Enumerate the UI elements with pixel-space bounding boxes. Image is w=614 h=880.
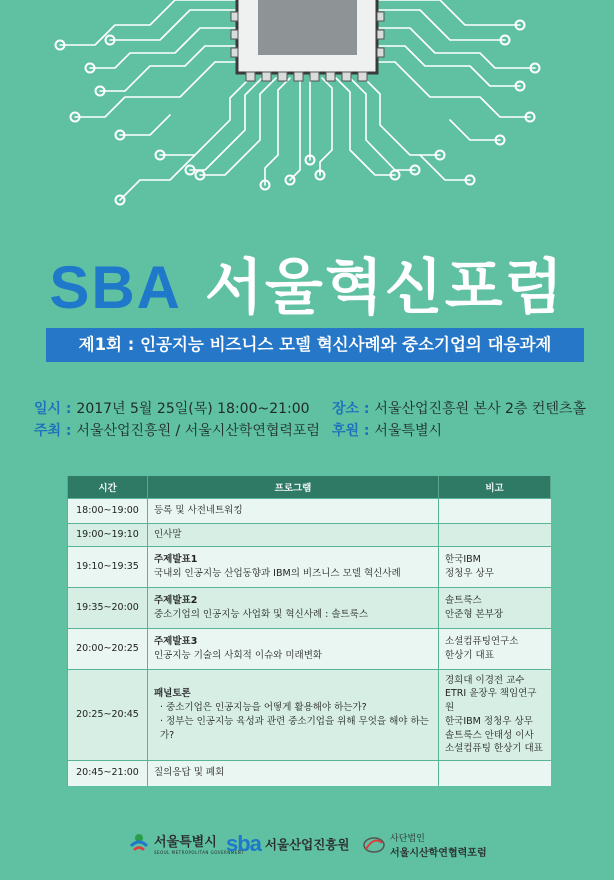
header-time: 시간 xyxy=(68,476,148,498)
subtitle-banner: 제1회 : 인공지능 비즈니스 모델 혁신사례와 중소기업의 대응과제 xyxy=(46,328,584,362)
chip-pin xyxy=(294,72,303,81)
seoul-logo-text: 서울특별시 xyxy=(154,835,217,850)
date-value: 2017년 5월 25일(목) 18:00~21:00 xyxy=(76,401,310,417)
row-time: 20:25~20:45 xyxy=(68,669,148,761)
circuit-chip-illustration xyxy=(0,0,614,250)
session-desc: 중소기업의 인공지능 사업화 및 혁신사례 : 솔트룩스 xyxy=(154,608,369,620)
venue-value: 서울산업진흥원 본사 2층 컨텐츠홀 xyxy=(374,401,587,417)
row-program: 인사말 xyxy=(148,523,439,546)
session-desc: 인공지능 기술의 사회적 이슈와 미래변화 xyxy=(154,649,323,661)
schedule-table xyxy=(67,476,551,786)
chip-pin xyxy=(377,30,384,39)
row-note xyxy=(439,523,551,546)
note-line: 소셜컴퓨팅 한상기 대표 xyxy=(445,743,543,755)
circuit-trace xyxy=(377,28,535,68)
page-title xyxy=(0,240,614,326)
host-value: 서울산업진흥원 / 서울시산학연협력포럼 xyxy=(76,423,320,439)
table-row xyxy=(68,669,551,761)
circuit-trace xyxy=(160,78,250,155)
circuit-trace xyxy=(450,120,500,140)
chip-pin xyxy=(231,12,238,21)
table-row xyxy=(68,498,551,523)
sponsor-label: 후원 xyxy=(332,423,360,439)
table-row xyxy=(68,523,551,546)
row-program: 질의응답 및 폐회 xyxy=(148,761,439,786)
circuit-trace xyxy=(120,115,170,135)
chip-pin xyxy=(377,12,384,21)
circuit-trace xyxy=(420,155,470,180)
forum-emblem-icon xyxy=(362,834,386,856)
host-info: 주최 : 서울산업진흥원 / 서울시산학연협력포럼 xyxy=(34,423,320,439)
row-program xyxy=(148,628,439,669)
row-program: 등록 및 사전네트워킹 xyxy=(148,498,439,523)
chip-pin xyxy=(246,72,255,81)
session-title: 주제발표1 xyxy=(154,553,198,565)
note-line: 안준형 본부장 xyxy=(445,608,504,620)
note-line: 한상기 대표 xyxy=(445,649,494,661)
chip-pin xyxy=(262,72,271,81)
table-row xyxy=(68,761,551,786)
row-time: 18:00~19:00 xyxy=(68,498,148,523)
chip-pin xyxy=(326,72,335,81)
seoul-logo-sub: SEOUL METROPOLITAN GOVERNMENT xyxy=(154,850,245,855)
chip-pin xyxy=(358,72,367,81)
table-row xyxy=(68,546,551,587)
session-title: 패널토론 xyxy=(154,688,191,700)
forum-logo xyxy=(362,831,487,859)
row-time: 19:00~19:10 xyxy=(68,523,148,546)
note-line: 솔트룩스 안태성 이사 xyxy=(445,729,534,741)
panel-question: · 정부는 인공지능 육성과 관련 중소기업을 위해 무엇을 해야 하는가? xyxy=(160,715,429,741)
circuit-trace xyxy=(377,0,520,25)
sponsor-info: 후원 : 서울특별시 xyxy=(332,423,443,439)
row-note xyxy=(439,498,551,523)
table-header-row xyxy=(68,476,551,498)
row-program xyxy=(148,587,439,628)
sba-logo xyxy=(226,831,349,857)
row-note xyxy=(439,546,551,587)
session-desc: 국내외 인공지능 산업동향과 IBM의 비즈니스 모델 혁신사례 xyxy=(154,567,401,579)
chip-pin xyxy=(377,48,384,57)
seoul-emblem-icon xyxy=(128,832,150,854)
circuit-trace xyxy=(364,78,440,155)
circuit-trace xyxy=(265,78,290,185)
row-note xyxy=(439,761,551,786)
circuit-trace xyxy=(75,62,237,117)
circuit-trace xyxy=(377,62,530,117)
title-brand: SBA xyxy=(49,254,183,321)
note-line: 소셜컴퓨팅연구소 xyxy=(445,635,519,647)
chip-pin xyxy=(310,72,319,81)
circuit-trace xyxy=(290,78,300,180)
note-line: 정청우 상무 xyxy=(445,567,494,579)
panel-question: · 중소기업은 인공지능을 어떻게 활용해야 하는가? xyxy=(160,702,367,714)
session-title: 주제발표2 xyxy=(154,594,198,606)
table-row xyxy=(68,628,551,669)
note-line: 한국IBM xyxy=(445,553,481,565)
row-note xyxy=(439,628,551,669)
note-line: 경희대 이경전 교수 xyxy=(445,674,525,686)
venue-info: 장소 : 서울산업진흥원 본사 2층 컨텐츠홀 xyxy=(332,401,587,417)
circuit-trace xyxy=(320,78,332,175)
chip-pin xyxy=(342,72,351,81)
chip-pin xyxy=(231,30,238,39)
date-label: 일시 xyxy=(34,401,62,417)
date-info: 일시 : 2017년 5월 25일(목) 18:00~21:00 xyxy=(34,401,310,417)
venue-label: 장소 xyxy=(332,401,360,417)
row-program xyxy=(148,546,439,587)
footer-logos xyxy=(0,825,614,865)
chip-icon xyxy=(237,0,377,73)
host-label: 주최 xyxy=(34,423,62,439)
chip-pin xyxy=(231,48,238,57)
circuit-trace xyxy=(350,78,415,170)
circuit-trace xyxy=(60,0,237,45)
row-time: 19:10~19:35 xyxy=(68,546,148,587)
sba-logo-text: 서울산업진흥원 xyxy=(264,837,350,852)
sba-logo-mark: sba xyxy=(226,831,261,856)
row-time: 20:45~21:00 xyxy=(68,761,148,786)
row-time: 20:00~20:25 xyxy=(68,628,148,669)
row-note xyxy=(439,669,551,761)
forum-logo-line1: 사단법인 xyxy=(390,834,425,844)
header-note: 비고 xyxy=(439,476,551,498)
sponsor-value: 서울특별시 xyxy=(374,423,443,439)
session-title: 주제발표3 xyxy=(154,635,198,647)
note-line: 솔트룩스 xyxy=(445,594,482,606)
circuit-trace xyxy=(200,78,276,175)
table-row xyxy=(68,587,551,628)
note-line: 한국IBM 정청우 상무 xyxy=(445,715,533,727)
circuit-trace xyxy=(120,155,195,200)
forum-logo-line2: 서울시산학연협력포럼 xyxy=(390,848,487,859)
row-program xyxy=(148,669,439,761)
header-program: 프로그램 xyxy=(148,476,439,498)
note-line: ETRI 윤장우 책임연구원 xyxy=(445,688,537,714)
chip-pin xyxy=(278,72,287,81)
row-note xyxy=(439,587,551,628)
row-time: 19:35~20:00 xyxy=(68,587,148,628)
title-main: 서울혁신포럼 xyxy=(204,253,565,323)
